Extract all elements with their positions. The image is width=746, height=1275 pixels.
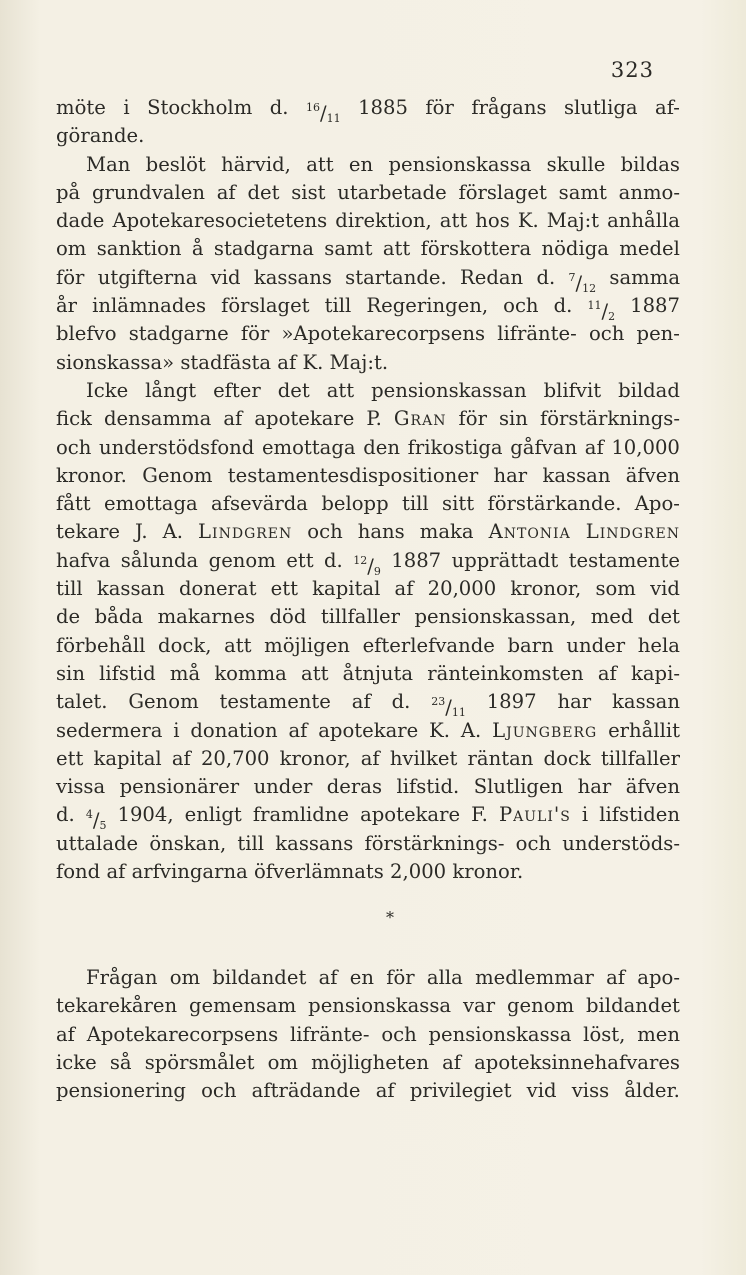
word: Maj:t	[546, 209, 600, 233]
word: efterlefvande	[362, 633, 495, 657]
word: af	[360, 746, 380, 770]
word: om	[267, 1050, 299, 1074]
text-line	[56, 235, 680, 263]
word: på	[56, 180, 81, 204]
word: erhållit	[608, 718, 680, 742]
text-line-content: fond af arfvingarna öfverlämnats 2,000 kronor.	[56, 860, 524, 884]
word: d.	[324, 548, 343, 572]
word: sist	[291, 180, 326, 204]
word: åtnjuta	[342, 661, 414, 685]
word: utgifterna	[97, 265, 198, 289]
text-line-content: görande.	[56, 124, 145, 148]
word: hans	[357, 520, 405, 544]
word: bildas	[620, 152, 680, 176]
word: deras	[326, 775, 383, 799]
word: så	[109, 1050, 132, 1074]
word: apotekare	[318, 718, 419, 742]
word: förskottera	[420, 237, 532, 261]
word: belopp	[321, 492, 389, 516]
word: det	[277, 378, 310, 402]
word: Apotekarecorpsens	[86, 1022, 279, 1046]
word: att	[301, 661, 329, 685]
word: vissa	[56, 775, 106, 799]
word: vid	[650, 577, 680, 601]
text-line	[56, 405, 680, 433]
word: har	[493, 463, 528, 487]
word: genom	[208, 548, 276, 572]
word: kronor.	[56, 463, 127, 487]
word: sin	[498, 407, 528, 431]
word: 1904,	[117, 803, 174, 827]
word: bildad	[618, 378, 680, 402]
word: apoteksinnehafvares	[474, 1050, 680, 1074]
word: A.	[460, 718, 482, 742]
word: härvid,	[221, 152, 291, 176]
word: direktion,	[335, 209, 432, 233]
word: Genom	[142, 463, 213, 487]
text-line	[56, 377, 680, 405]
text-line	[56, 992, 680, 1020]
word: stadgarne	[128, 322, 229, 346]
word: som	[595, 577, 636, 601]
word: tekare	[56, 520, 120, 544]
word: förstärknings-	[539, 407, 680, 431]
word: 10,000	[611, 435, 680, 459]
word: barn	[507, 633, 554, 657]
word: bildandet	[586, 994, 680, 1018]
word: må	[169, 661, 201, 685]
word: och	[515, 831, 552, 855]
text-line	[56, 434, 680, 462]
word: äfven	[625, 775, 680, 799]
word: efter	[213, 378, 261, 402]
word: pen-	[636, 322, 680, 346]
word: sitt	[442, 492, 475, 516]
word: makarnes	[157, 605, 256, 629]
word: förslaget	[221, 294, 310, 318]
word: lifränte-	[497, 322, 577, 346]
word: viss	[571, 1079, 610, 1103]
word: att	[306, 152, 334, 176]
word: d.	[56, 803, 75, 827]
text-line	[56, 179, 680, 207]
word: talet.	[56, 690, 108, 714]
word: hos	[475, 209, 510, 233]
word: lifstid.	[396, 775, 460, 799]
word: men	[637, 1022, 680, 1046]
word: anhålla	[607, 209, 680, 233]
word: af	[56, 1022, 75, 1046]
word: död	[269, 605, 307, 629]
word: »Apotekarecorpsens	[281, 322, 485, 346]
word: tillfaller	[600, 746, 680, 770]
word: möjligheten	[311, 1050, 429, 1074]
word: af	[223, 407, 243, 431]
word: skulle	[546, 152, 606, 176]
word: $^{11}/_2$	[587, 299, 616, 324]
word: om	[56, 237, 87, 261]
text-line	[56, 122, 680, 150]
word: A.	[162, 520, 184, 544]
word: enligt	[184, 803, 242, 827]
word: år	[56, 294, 78, 318]
word: dock	[543, 746, 591, 770]
word: privilegiet	[409, 1079, 512, 1103]
word: stadgarna	[213, 237, 314, 261]
word: tillfaller	[320, 605, 400, 629]
text-line	[56, 1049, 680, 1077]
word: hafva	[56, 548, 111, 572]
word: ett	[270, 577, 298, 601]
word: 1887	[630, 294, 680, 318]
text-line-content: sionskassa» stadfästa af K. Maj:t.	[56, 350, 389, 374]
word: till	[56, 577, 83, 601]
text-line	[56, 547, 680, 578]
word: sedermera	[56, 718, 163, 742]
word: ett	[286, 548, 314, 572]
word: donation	[190, 718, 278, 742]
word: startande.	[345, 265, 447, 289]
word: och	[381, 1022, 417, 1046]
word: Gran	[393, 407, 447, 431]
word: utarbetade	[337, 180, 447, 204]
word: förstärknings-	[364, 831, 505, 855]
word: afträdande	[251, 1079, 361, 1103]
word: blefvo	[56, 322, 117, 346]
word: d.	[391, 690, 411, 714]
word: fick	[56, 407, 92, 431]
word: vid	[210, 265, 241, 289]
text-line	[56, 964, 680, 992]
word: af	[606, 966, 626, 989]
word: pensionering	[56, 1079, 186, 1103]
word: icke	[56, 1050, 97, 1074]
word: upprättadt	[451, 548, 559, 572]
word: kapital	[93, 746, 162, 770]
word: medel	[619, 237, 680, 261]
word: kassans	[253, 265, 332, 289]
word: sålunda	[120, 548, 199, 572]
word: pensionärer	[119, 775, 240, 799]
word: beslöt	[145, 152, 206, 176]
word: sin	[56, 661, 85, 685]
word: har	[577, 775, 612, 799]
word: kassan	[542, 463, 611, 487]
word: d.	[553, 294, 573, 318]
text-line	[56, 1021, 680, 1049]
word: i	[123, 96, 130, 119]
word: 1885	[358, 96, 408, 119]
word: medlemmar	[475, 966, 594, 989]
word: frikostiga	[407, 435, 503, 459]
word: blifvit	[543, 378, 602, 402]
text-line	[56, 207, 680, 235]
word: gåfvan	[510, 435, 578, 459]
text-line	[56, 858, 680, 886]
word: Slutligen	[473, 775, 564, 799]
word: kronor,	[279, 746, 351, 770]
word: Frågan	[86, 966, 158, 989]
word: hela	[637, 633, 680, 657]
word: Icke	[86, 378, 129, 402]
word: hvilket	[389, 746, 458, 770]
word: och	[588, 322, 625, 346]
word: samma	[609, 265, 680, 289]
word: Genom	[128, 690, 199, 714]
word: $^{16}/_{11}$	[306, 101, 341, 125]
text-line	[56, 349, 680, 377]
word: pensionskassa	[428, 1022, 572, 1046]
text-line	[56, 830, 680, 858]
word: understöds-	[562, 831, 680, 855]
word: pensionskassa	[388, 152, 532, 176]
word: för	[458, 407, 487, 431]
word: lifränte-	[289, 1022, 370, 1046]
word: äfven	[625, 463, 680, 487]
word: af	[375, 1079, 395, 1103]
word: 1887	[391, 548, 442, 572]
word: J.	[135, 520, 148, 544]
word: till	[324, 294, 352, 318]
word: d.	[536, 265, 556, 289]
word: testamente	[219, 690, 331, 714]
word: för	[240, 322, 270, 346]
word: Lindgren	[198, 520, 293, 544]
word: Stockholm	[147, 96, 253, 119]
word: om	[169, 966, 201, 989]
word: pensionskassa	[308, 994, 452, 1018]
word: Man	[86, 152, 131, 176]
word: lifstid	[99, 661, 156, 685]
word: af	[288, 718, 308, 742]
word: apotekare	[360, 803, 461, 827]
word: båda	[94, 605, 144, 629]
word: P.	[366, 407, 382, 431]
word: och	[503, 294, 539, 318]
word: räntan	[467, 746, 534, 770]
page-number: 323	[610, 58, 654, 82]
word: att	[382, 237, 411, 261]
word: möte	[56, 96, 106, 119]
word: och	[56, 435, 92, 459]
word: af	[216, 180, 236, 204]
word: tekarekåren	[56, 994, 178, 1018]
text-line	[56, 603, 680, 631]
word: 20,700	[200, 746, 270, 770]
word: pensionskassan	[371, 378, 527, 402]
word: af	[394, 577, 414, 601]
word: apo-	[637, 966, 680, 989]
word: under	[253, 775, 313, 799]
word: af	[351, 690, 371, 714]
word: under	[566, 633, 626, 657]
word: långt	[145, 378, 197, 402]
word: och	[201, 1079, 237, 1103]
word: donerat	[179, 577, 257, 601]
word: Redan	[459, 265, 524, 289]
word: F.	[471, 803, 488, 827]
word: frågans	[471, 96, 547, 119]
word: att	[224, 633, 252, 657]
word: af	[442, 1050, 462, 1074]
word: kassans	[275, 831, 354, 855]
word: emottaga	[261, 435, 356, 459]
word: till	[237, 831, 265, 855]
word: fått	[56, 492, 91, 516]
word: testamentesdispositioner	[227, 463, 479, 487]
word: kapi-	[631, 661, 680, 685]
word: möjligen	[264, 633, 350, 657]
word: att	[326, 378, 355, 402]
word: testamente	[568, 548, 680, 572]
text-line	[56, 717, 680, 745]
word: 20,000	[427, 577, 497, 601]
word: K.	[517, 209, 539, 233]
closing-paragraph	[56, 964, 680, 1105]
word: inlämnades	[92, 294, 207, 318]
word: dade	[56, 209, 105, 233]
text-line	[56, 575, 680, 603]
word: i	[581, 803, 589, 827]
word: dock,	[158, 633, 212, 657]
text-line	[56, 490, 680, 518]
main-text	[56, 94, 680, 886]
word: kassan	[612, 690, 680, 714]
word: kassan	[96, 577, 165, 601]
word: den	[363, 435, 400, 459]
section-separator: *	[386, 908, 394, 927]
word: Pauli's	[498, 803, 571, 827]
word: bildandet	[212, 966, 307, 989]
text-line	[56, 745, 680, 773]
word: kronor,	[510, 577, 582, 601]
word: anmo-	[618, 180, 680, 204]
word: af-	[655, 96, 680, 119]
text-line	[56, 688, 680, 720]
word: till	[402, 492, 429, 516]
word: förbehåll	[56, 633, 146, 657]
word: i	[173, 718, 180, 742]
word: d.	[269, 96, 289, 119]
word: för	[386, 966, 415, 989]
word: det	[647, 605, 680, 629]
word: å	[191, 237, 204, 261]
text-line	[56, 518, 680, 546]
word: emottaga	[104, 492, 198, 516]
word: var	[462, 994, 496, 1018]
word: förstärkande.	[487, 492, 622, 516]
word: vid	[526, 1079, 557, 1103]
word: kapital	[312, 577, 381, 601]
word: 1897	[486, 690, 537, 714]
text-line	[56, 632, 680, 660]
word: för	[56, 265, 85, 289]
word: maka	[419, 520, 474, 544]
word: lifstiden	[599, 803, 680, 827]
word: K.	[429, 718, 450, 742]
word: af	[318, 966, 338, 989]
word: de	[56, 605, 81, 629]
word: slutliga	[563, 96, 638, 119]
word: ett	[56, 746, 84, 770]
word: afsevärda	[211, 492, 308, 516]
word: ålder.	[624, 1079, 680, 1103]
word: med	[590, 605, 634, 629]
word: framlidne	[252, 803, 350, 827]
text-line	[56, 151, 680, 179]
text-line	[56, 320, 680, 348]
word: spörsmålet	[144, 1050, 255, 1074]
word: densamma	[103, 407, 212, 431]
word: ränteinkomsten	[427, 661, 584, 685]
word: har	[557, 690, 592, 714]
word: af	[171, 746, 191, 770]
text-line	[56, 292, 680, 324]
word: af	[597, 661, 617, 685]
word: Antonia	[488, 520, 571, 544]
word: en	[348, 152, 374, 176]
word: gemensam	[189, 994, 297, 1018]
text-line	[56, 264, 680, 295]
word: önskan,	[149, 831, 227, 855]
text-line	[56, 773, 680, 801]
word: samt	[324, 237, 373, 261]
word: att	[439, 209, 468, 233]
word: uttalade	[56, 831, 139, 855]
word: och	[307, 520, 343, 544]
word: Apo-	[634, 492, 680, 516]
word: Apotekaresocietetens	[112, 209, 328, 233]
word: genom	[506, 994, 575, 1018]
word: Regeringen,	[366, 294, 489, 318]
word: en	[349, 966, 374, 989]
word: förslaget	[458, 180, 547, 204]
word: för	[425, 96, 454, 119]
word: af	[584, 435, 604, 459]
word: komma	[214, 661, 287, 685]
word: $^{12}/_9$	[353, 553, 381, 578]
word: apotekare	[254, 407, 355, 431]
text-line	[56, 94, 680, 125]
word: löst,	[583, 1022, 626, 1046]
word: understödsfond	[99, 435, 255, 459]
text-line	[56, 462, 680, 490]
word: det	[247, 180, 280, 204]
word: alla	[426, 966, 463, 989]
text-line	[56, 660, 680, 688]
word: pensionskassan,	[414, 605, 577, 629]
word: nödiga	[541, 237, 609, 261]
word: $^7/_{12}$	[568, 270, 597, 295]
word: sanktion	[96, 237, 182, 261]
text-line	[56, 1077, 680, 1105]
word: grundvalen	[92, 180, 205, 204]
word: $^4/_5$	[85, 808, 107, 833]
word: Lindgren	[585, 520, 680, 544]
word: Ljungberg	[492, 718, 598, 742]
word: samt	[558, 180, 607, 204]
word: $^{23}/_{11}$	[431, 695, 466, 720]
text-line	[56, 801, 680, 833]
